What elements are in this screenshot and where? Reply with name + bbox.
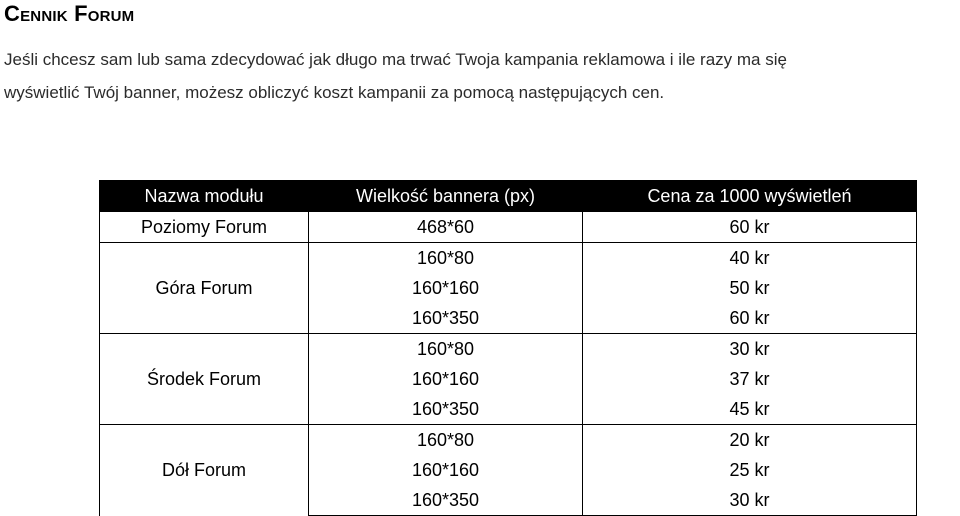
price-cell: 60 kr xyxy=(583,212,917,243)
price-cell: 60 kr xyxy=(583,303,917,334)
price-cell: 25 kr xyxy=(583,455,917,485)
table-row xyxy=(100,243,917,274)
page-title: Cennik Forum xyxy=(4,1,135,26)
module-name-cell: Dół Forum xyxy=(100,425,309,516)
intro-line-2: wyświetlić Twój banner, możesz obliczyć koszt kampanii za pomocą następujących cen. xyxy=(4,83,665,102)
table-row xyxy=(100,425,917,456)
price-cell: 30 kr xyxy=(583,334,917,365)
price-cell: 45 kr xyxy=(583,394,917,425)
price-cell: 30 kr xyxy=(583,485,917,516)
banner-size-cell: 160*160 xyxy=(309,364,583,394)
header-module-name: Nazwa modułu xyxy=(100,181,309,212)
banner-size-cell: 160*160 xyxy=(309,455,583,485)
banner-size-cell: 160*80 xyxy=(309,425,583,456)
banner-size-cell: 468*60 xyxy=(309,212,583,243)
banner-size-cell: 160*80 xyxy=(309,243,583,274)
intro-paragraph xyxy=(4,43,959,109)
intro-line-1: Jeśli chcesz sam lub sama zdecydować jak długo ma trwać Twoja kampania reklamowa i ile razy ma się xyxy=(4,50,787,69)
module-name-cell: Środek Forum xyxy=(100,334,309,425)
price-cell: 50 kr xyxy=(583,273,917,303)
price-cell: 40 kr xyxy=(583,243,917,274)
banner-size-cell: 160*80 xyxy=(309,334,583,365)
banner-size-cell: 160*350 xyxy=(309,394,583,425)
table-row xyxy=(100,212,917,243)
banner-size-cell: 160*160 xyxy=(309,273,583,303)
price-cell: 37 kr xyxy=(583,364,917,394)
price-cell: 20 kr xyxy=(583,425,917,456)
header-row xyxy=(100,181,917,212)
header-banner-size: Wielkość bannera (px) xyxy=(309,181,583,212)
module-name-cell: Góra Forum xyxy=(100,243,309,334)
header-price: Cena za 1000 wyświetleń xyxy=(583,181,917,212)
banner-size-cell: 160*350 xyxy=(309,485,583,516)
table-row xyxy=(100,334,917,365)
banner-size-cell: 160*350 xyxy=(309,303,583,334)
price-table xyxy=(99,180,917,516)
module-name-cell: Poziomy Forum xyxy=(100,212,309,243)
